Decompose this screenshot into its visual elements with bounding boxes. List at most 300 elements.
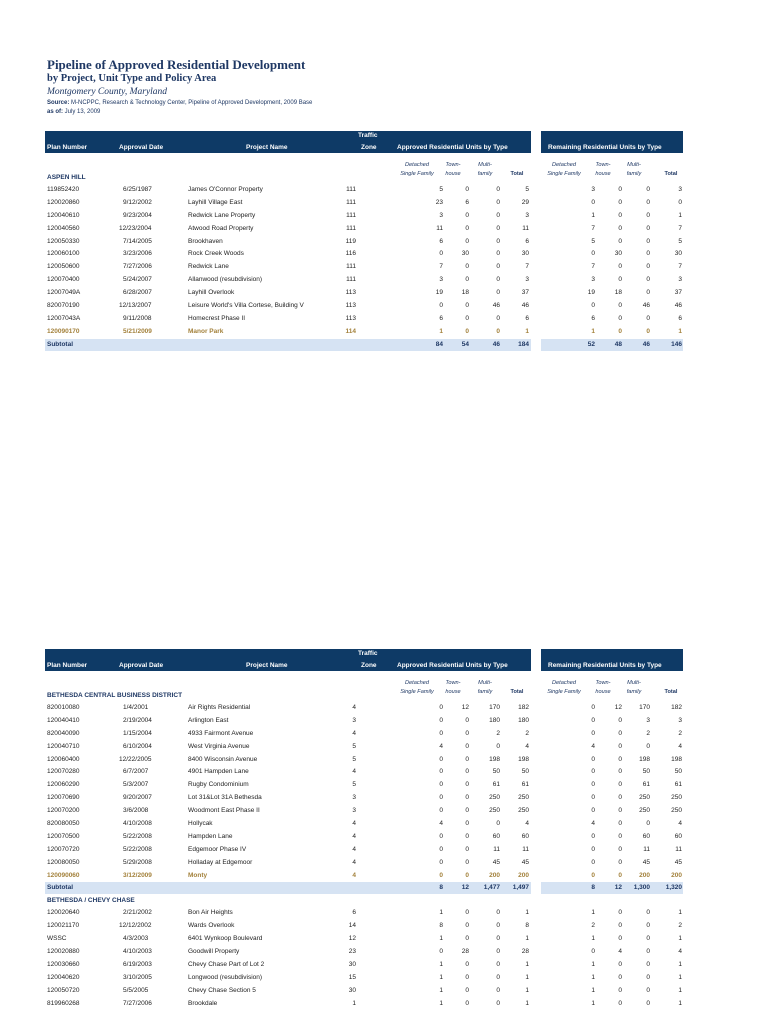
cell-remaining-multifamily: 61: [642, 781, 650, 789]
header-zone: Zone: [361, 662, 377, 669]
cell-remaining-detached: 0: [591, 832, 595, 840]
detached-label-line-2: Single Family: [400, 171, 434, 177]
cell-approval-date: 5/22/2008: [123, 845, 152, 853]
table-row: [45, 933, 685, 946]
cell-approved-multifamily: 200: [489, 871, 500, 879]
cell-remaining-multifamily: 0: [646, 935, 650, 943]
cell-plan-number: WSSC: [47, 935, 67, 943]
cell-approved-multifamily: 0: [496, 186, 500, 193]
header-remaining-group: Remaining Residential Units by Type: [548, 662, 662, 669]
cell-approved-detached: 1: [439, 999, 443, 1007]
cell-remaining-detached: 5: [591, 237, 595, 245]
header-project-name: Project Name: [246, 662, 288, 669]
cell-remaining-detached: 0: [591, 729, 595, 737]
cell-project-name: Chevy Chase Section 5: [188, 986, 256, 994]
subtotal-value: 146: [671, 340, 682, 348]
report-county: Montgomery County, Maryland: [47, 87, 168, 97]
cell-project-name: Hampden Lane: [188, 832, 233, 840]
cell-traffic-zone: 111: [346, 186, 356, 193]
cell-remaining-total: 2: [678, 729, 682, 737]
report-source: [47, 100, 312, 106]
cell-approved-multifamily: 0: [496, 948, 500, 956]
cell-remaining-detached: 19: [587, 289, 595, 297]
cell-project-name: Chevy Chase Part of Lot 2: [188, 961, 265, 969]
cell-approved-total: 60: [521, 832, 529, 840]
cell-traffic-zone: 4: [352, 704, 356, 711]
cell-approved-total: 45: [521, 858, 529, 866]
cell-approval-date: 12/12/2002: [119, 922, 152, 930]
cell-remaining-townhouse: 0: [618, 716, 622, 724]
cell-approved-detached: 0: [439, 302, 443, 310]
cell-remaining-detached: 1: [591, 935, 595, 943]
cell-plan-number: 820040090: [47, 729, 80, 737]
subtotal-value: 184: [518, 340, 529, 348]
cell-remaining-multifamily: 0: [646, 276, 650, 284]
cell-remaining-multifamily: 50: [642, 768, 650, 776]
cell-project-name: Monty: [188, 871, 208, 879]
table-row: [45, 831, 685, 844]
cell-approved-total: 1: [525, 935, 529, 943]
cell-approved-total: 11: [522, 224, 529, 232]
header-traffic: Traffic: [358, 132, 378, 139]
cell-approved-multifamily: 0: [496, 986, 500, 994]
cell-approved-townhouse: 0: [465, 768, 469, 776]
cell-remaining-detached: 0: [591, 794, 595, 802]
cell-approval-date: 5/29/2008: [123, 858, 152, 866]
cell-approved-total: 180: [518, 716, 529, 724]
cell-remaining-townhouse: 0: [618, 768, 622, 776]
cell-remaining-townhouse: 0: [618, 794, 622, 802]
cell-remaining-detached: 1: [591, 961, 595, 969]
table-row: [45, 236, 685, 249]
cell-remaining-detached: 0: [591, 768, 595, 776]
cell-approved-total: 61: [521, 781, 529, 789]
subtotal-row: [45, 882, 685, 894]
cell-approved-total: 46: [521, 302, 529, 310]
cell-approved-detached: 6: [439, 237, 443, 245]
cell-remaining-townhouse: 0: [618, 961, 622, 969]
cell-approved-detached: 0: [439, 948, 443, 956]
cell-remaining-townhouse: 0: [618, 237, 622, 245]
table-row: [45, 754, 685, 767]
cell-approval-date: 6/7/2007: [123, 768, 149, 776]
multifamily-label-remaining-line-2: family: [626, 171, 642, 177]
cell-project-name: Redwick Lane Property: [188, 211, 256, 219]
cell-remaining-townhouse: 0: [618, 781, 622, 789]
cell-remaining-total: 2: [678, 922, 682, 930]
cell-approval-date: 6/10/2004: [123, 742, 152, 750]
cell-plan-number: 120060400: [47, 755, 80, 763]
cell-approval-date: 9/11/2008: [123, 314, 152, 322]
cell-remaining-multifamily: 0: [646, 186, 650, 193]
multifamily-label-remaining: [621, 679, 647, 697]
cell-remaining-townhouse: 0: [618, 186, 622, 193]
cell-approved-townhouse: 0: [465, 186, 469, 193]
cell-approved-multifamily: 46: [492, 302, 500, 310]
cell-approved-townhouse: 0: [465, 909, 469, 917]
cell-remaining-total: 1: [678, 973, 682, 981]
multifamily-label-remaining-line-1: Multi-: [627, 680, 641, 686]
cell-approved-total: 250: [518, 794, 529, 802]
table-row: [45, 857, 685, 870]
detached-label-remaining-line-2: Single Family: [547, 171, 581, 177]
cell-approved-detached: 1: [439, 909, 443, 917]
cell-remaining-detached: 0: [591, 807, 595, 815]
cell-approved-townhouse: 0: [465, 820, 469, 828]
cell-traffic-zone: 12: [348, 935, 356, 943]
cell-approved-detached: 0: [439, 768, 443, 776]
cell-plan-number: 120040610: [47, 211, 80, 219]
cell-approved-total: 11: [522, 845, 529, 853]
cell-remaining-multifamily: 198: [639, 755, 650, 763]
cell-project-name: Layhill Village East: [188, 198, 243, 206]
cell-remaining-detached: 0: [591, 858, 595, 866]
cell-remaining-multifamily: 200: [639, 871, 650, 879]
table-row: [45, 741, 685, 754]
cell-remaining-multifamily: 0: [646, 922, 650, 930]
cell-approved-multifamily: 0: [496, 742, 500, 750]
cell-remaining-detached: 4: [591, 742, 595, 750]
cell-approved-total: 29: [521, 198, 529, 206]
cell-remaining-multifamily: 0: [646, 237, 650, 245]
subtotal-value: 46: [492, 340, 500, 348]
cell-approved-detached: 6: [439, 314, 443, 322]
cell-approved-detached: 0: [439, 755, 443, 763]
cell-project-name: Rock Creek Woods: [188, 250, 244, 258]
cell-approved-total: 50: [521, 768, 529, 776]
cell-approved-townhouse: 0: [465, 729, 469, 737]
cell-remaining-multifamily: 0: [646, 198, 650, 206]
source-text: M-NCPPC, Research & Technology Center, Pipeline of Approved Development, 2009 Base: [69, 100, 313, 106]
cell-approved-multifamily: 11: [493, 845, 500, 853]
cell-remaining-multifamily: 0: [646, 250, 650, 258]
total-label-remaining: Total: [664, 689, 678, 695]
cell-traffic-zone: 6: [352, 909, 356, 917]
cell-remaining-detached: 2: [591, 922, 595, 930]
cell-approved-multifamily: 0: [496, 327, 500, 335]
cell-approval-date: 9/12/2002: [123, 198, 152, 206]
table-header: [45, 649, 685, 671]
cell-approved-detached: 19: [435, 289, 443, 297]
unit-type-header: [45, 153, 685, 177]
detached-label-remaining: [543, 161, 585, 179]
cell-remaining-detached: 1: [591, 909, 595, 917]
table-row: [45, 870, 685, 883]
cell-plan-number: 120021170: [47, 922, 80, 930]
cell-approved-detached: 3: [439, 211, 443, 219]
cell-plan-number: 120070200: [47, 807, 80, 815]
cell-approved-total: 28: [521, 948, 529, 956]
cell-approved-detached: 4: [439, 742, 443, 750]
cell-remaining-multifamily: 250: [639, 807, 650, 815]
cell-approval-date: 6/19/2003: [123, 961, 152, 969]
cell-remaining-multifamily: 0: [646, 289, 650, 297]
cell-traffic-zone: 114: [345, 327, 356, 335]
cell-approved-total: 1: [525, 986, 529, 994]
cell-approved-detached: 11: [436, 224, 443, 232]
cell-approved-detached: 1: [439, 986, 443, 994]
cell-remaining-townhouse: 0: [618, 820, 622, 828]
cell-approved-total: 250: [518, 807, 529, 815]
cell-plan-number: 12007043A: [47, 314, 81, 322]
cell-approved-townhouse: 0: [465, 845, 469, 853]
cell-remaining-townhouse: 4: [618, 948, 622, 956]
cell-remaining-townhouse: 18: [614, 289, 622, 297]
multifamily-label-line-1: Multi-: [478, 162, 492, 168]
cell-remaining-detached: 1: [591, 211, 595, 219]
cell-remaining-detached: 3: [591, 186, 595, 193]
townhouse-label: [442, 679, 464, 697]
cell-approved-total: 37: [521, 289, 529, 297]
cell-approval-date: 4/3/2003: [123, 935, 149, 943]
cell-approved-multifamily: 250: [489, 807, 500, 815]
asof-text: July 13, 2009: [63, 109, 101, 115]
cell-project-name: 4901 Hampden Lane: [188, 768, 249, 776]
cell-approved-total: 4: [525, 742, 529, 750]
cell-approval-date: 5/5/2005: [123, 986, 149, 994]
cell-remaining-townhouse: 0: [618, 973, 622, 981]
table-row: [45, 779, 685, 792]
cell-traffic-zone: 23: [348, 948, 356, 956]
cell-approved-multifamily: 0: [496, 289, 500, 297]
cell-remaining-multifamily: 0: [646, 263, 650, 271]
cell-approved-townhouse: 18: [461, 289, 469, 297]
cell-remaining-total: 198: [671, 755, 682, 763]
cell-approved-multifamily: 0: [496, 922, 500, 930]
detached-label: [392, 679, 442, 697]
table-row: [45, 248, 685, 261]
multifamily-label-remaining-line-1: Multi-: [627, 162, 641, 168]
cell-remaining-townhouse: 0: [618, 858, 622, 866]
asof-label: as of:: [47, 109, 64, 115]
cell-project-name: Homecrest Phase II: [188, 314, 246, 322]
cell-approved-townhouse: 0: [465, 858, 469, 866]
table-row: [45, 844, 685, 857]
cell-remaining-total: 0: [678, 198, 682, 206]
cell-project-name: West Virginia Avenue: [188, 742, 250, 750]
cell-remaining-total: 7: [678, 263, 682, 271]
cell-remaining-total: 1: [678, 986, 682, 994]
cell-approved-multifamily: 0: [496, 961, 500, 969]
cell-traffic-zone: 3: [352, 716, 356, 724]
cell-approved-townhouse: 28: [461, 948, 469, 956]
total-label: Total: [510, 171, 524, 177]
cell-remaining-total: 4: [678, 948, 682, 956]
cell-traffic-zone: 4: [352, 729, 356, 737]
header-traffic: Traffic: [358, 650, 378, 657]
table-row: [45, 210, 685, 223]
cell-plan-number: 120050600: [47, 263, 80, 271]
table-header: [45, 131, 685, 153]
cell-remaining-townhouse: 0: [618, 276, 622, 284]
cell-plan-number: 119852420: [47, 186, 80, 193]
cell-remaining-total: 250: [671, 807, 682, 815]
cell-remaining-total: 37: [674, 289, 682, 297]
cell-approved-multifamily: 180: [489, 716, 500, 724]
table-row: [45, 223, 685, 236]
townhouse-label-line-1: Town-: [445, 680, 461, 686]
cell-remaining-multifamily: 0: [646, 820, 650, 828]
cell-approved-multifamily: 45: [492, 858, 500, 866]
cell-remaining-townhouse: 0: [618, 327, 622, 335]
cell-approved-detached: 8: [439, 922, 443, 930]
cell-project-name: Longwood (resubdivision): [188, 973, 263, 981]
cell-approved-multifamily: 0: [496, 935, 500, 943]
cell-approved-total: 2: [525, 729, 529, 737]
cell-approval-date: 7/14/2005: [123, 237, 152, 245]
detached-label-remaining-line-2: Single Family: [547, 689, 581, 695]
cell-approved-townhouse: 0: [465, 302, 469, 310]
cell-remaining-detached: 7: [591, 263, 595, 271]
cell-approved-detached: 0: [439, 729, 443, 737]
cell-plan-number: 120070280: [47, 768, 80, 776]
cell-approved-total: 1: [525, 999, 529, 1007]
cell-project-name: Arlington East: [188, 716, 229, 724]
cell-remaining-townhouse: 0: [618, 986, 622, 994]
detached-label-remaining-line-1: Detached: [552, 680, 576, 686]
table-row: [45, 920, 685, 933]
cell-remaining-townhouse: 0: [618, 935, 622, 943]
cell-traffic-zone: 14: [348, 922, 356, 930]
cell-remaining-detached: 0: [591, 198, 595, 206]
cell-project-name: 4933 Fairmont Avenue: [188, 729, 254, 737]
subtotal-value: 52: [587, 340, 595, 348]
cell-approval-date: 3/23/2006: [123, 250, 152, 258]
cell-remaining-multifamily: 250: [639, 794, 650, 802]
cell-traffic-zone: 4: [352, 845, 356, 853]
cell-project-name: Rugby Condominium: [188, 781, 249, 789]
cell-remaining-townhouse: 0: [618, 263, 622, 271]
cell-project-name: Hollycak: [188, 820, 213, 828]
multifamily-label-remaining-line-2: family: [626, 689, 642, 695]
cell-traffic-zone: 4: [352, 768, 356, 776]
cell-traffic-zone: 5: [352, 781, 356, 789]
townhouse-label-remaining: [592, 161, 614, 179]
cell-remaining-detached: 0: [591, 755, 595, 763]
table-row: [45, 818, 685, 831]
report-title: Pipeline of Approved Residential Development: [47, 57, 306, 72]
cell-remaining-total: 4: [678, 820, 682, 828]
townhouse-label-remaining-line-1: Town-: [595, 680, 611, 686]
cell-remaining-townhouse: 0: [618, 729, 622, 737]
cell-approved-detached: 0: [439, 781, 443, 789]
cell-remaining-townhouse: 0: [618, 922, 622, 930]
cell-approval-date: 3/12/2009: [123, 871, 152, 879]
policy-area-heading: ASPEN HILL: [47, 174, 86, 181]
cell-approval-date: 1/4/2001: [123, 704, 149, 711]
cell-remaining-townhouse: 0: [618, 302, 622, 310]
cell-plan-number: 120070500: [47, 832, 80, 840]
cell-project-name: Lot 31&Lot 31A Bethesda: [188, 794, 262, 802]
cell-remaining-detached: 7: [591, 224, 595, 232]
cell-traffic-zone: 119: [345, 237, 356, 245]
cell-remaining-multifamily: 46: [642, 302, 650, 310]
table-row: [45, 184, 685, 197]
cell-remaining-total: 50: [674, 768, 682, 776]
cell-project-name: Goodwill Property: [188, 948, 240, 956]
cell-approved-townhouse: 0: [465, 742, 469, 750]
cell-remaining-total: 60: [674, 832, 682, 840]
cell-remaining-total: 6: [678, 314, 682, 322]
cell-approved-multifamily: 250: [489, 794, 500, 802]
total-label-remaining: Total: [664, 171, 678, 177]
cell-remaining-townhouse: 0: [618, 832, 622, 840]
header-project-name: Project Name: [246, 144, 288, 151]
multifamily-label-line-2: family: [477, 689, 493, 695]
cell-approved-detached: 0: [439, 858, 443, 866]
cell-remaining-detached: 3: [591, 276, 595, 284]
report-asof: [47, 109, 100, 115]
cell-approved-townhouse: 0: [465, 999, 469, 1007]
townhouse-label-line-2: house: [445, 171, 461, 177]
cell-approval-date: 5/3/2007: [123, 781, 149, 789]
cell-remaining-total: 1: [678, 961, 682, 969]
cell-approved-detached: 1: [439, 327, 443, 335]
cell-approval-date: 7/27/2006: [123, 263, 152, 271]
cell-remaining-multifamily: 11: [643, 845, 650, 853]
table-row: [45, 792, 685, 805]
cell-approved-total: 1: [525, 327, 529, 335]
cell-remaining-townhouse: 0: [618, 909, 622, 917]
cell-remaining-multifamily: 2: [646, 729, 650, 737]
cell-approval-date: 1/15/2004: [123, 729, 152, 737]
multifamily-label-line-2: family: [477, 171, 493, 177]
cell-approved-detached: 7: [439, 263, 443, 271]
cell-traffic-zone: 4: [352, 820, 356, 828]
subtotal-value: 1,300: [633, 884, 650, 892]
source-label: Source:: [47, 100, 70, 106]
cell-approved-multifamily: 60: [492, 832, 500, 840]
cell-traffic-zone: 5: [352, 742, 356, 750]
cell-project-name: Bon Air Heights: [188, 909, 233, 917]
cell-approved-total: 6: [525, 314, 529, 322]
subtotal-value: 12: [461, 884, 469, 892]
cell-project-name: 6401 Wynkoop Boulevard: [188, 935, 263, 943]
cell-remaining-multifamily: 45: [642, 858, 650, 866]
cell-project-name: Layhill Overlook: [188, 289, 235, 297]
cell-approved-multifamily: 0: [496, 198, 500, 206]
cell-remaining-multifamily: 60: [642, 832, 650, 840]
header-zone: Zone: [361, 144, 377, 151]
policy-area-heading: BETHESDA CENTRAL BUSINESS DISTRICT: [47, 692, 183, 699]
cell-remaining-townhouse: 0: [618, 211, 622, 219]
cell-remaining-multifamily: 0: [646, 742, 650, 750]
cell-plan-number: 120090170: [47, 327, 80, 335]
cell-remaining-townhouse: 12: [614, 704, 622, 711]
cell-remaining-detached: 0: [591, 302, 595, 310]
cell-approved-multifamily: 0: [496, 211, 500, 219]
cell-approved-multifamily: 0: [496, 999, 500, 1007]
cell-approved-townhouse: 0: [465, 871, 469, 879]
cell-approved-multifamily: 0: [496, 224, 500, 232]
subtotal-label: Subtotal: [47, 884, 73, 892]
townhouse-label-remaining-line-2: house: [595, 171, 611, 177]
multifamily-label-remaining: [621, 161, 647, 179]
cell-remaining-detached: 0: [591, 781, 595, 789]
cell-remaining-multifamily: 0: [646, 224, 650, 232]
cell-remaining-townhouse: 0: [618, 999, 622, 1007]
table-row: [45, 715, 685, 728]
cell-approval-date: 2/21/2002: [123, 909, 152, 917]
cell-approved-multifamily: 50: [492, 768, 500, 776]
cell-remaining-detached: 4: [591, 820, 595, 828]
cell-remaining-multifamily: 0: [646, 973, 650, 981]
cell-approved-townhouse: 0: [465, 807, 469, 815]
townhouse-label-remaining-line-1: Town-: [595, 162, 611, 168]
cell-remaining-total: 4: [678, 742, 682, 750]
header-remaining-group: Remaining Residential Units by Type: [548, 144, 662, 151]
cell-approval-date: 4/10/2008: [123, 820, 152, 828]
